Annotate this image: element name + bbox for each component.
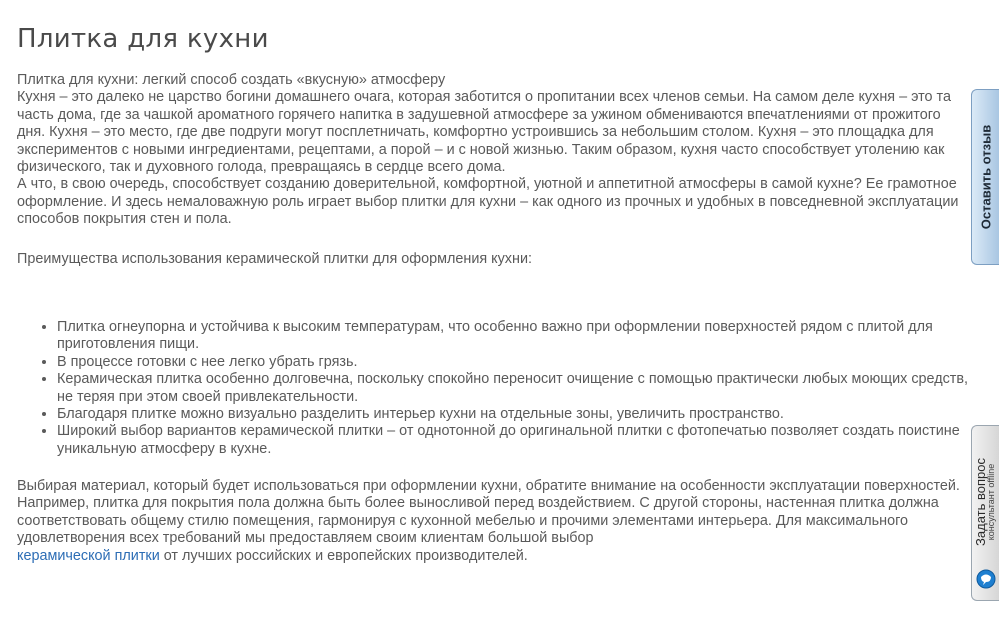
- list-item: • Благодаря плитке можно визуально разделить интерьер кухни на отдельные зоны, увеличить пространство.: [57, 406, 987, 423]
- ceramic-tile-link[interactable]: керамической плитки: [17, 547, 160, 564]
- leave-review-label: Оставить отзыв: [978, 124, 993, 230]
- advantages-heading-block: [17, 251, 969, 268]
- intro-subtitle: Плитка для кухни: легкий способ создать «вкусную» атмосферу: [17, 72, 446, 88]
- intro-paragraph: А что, в свою очередь, способствует созданию доверительной, комфортной, уютной и аппетитной атмосферы в самой кухне? Ее грамотное оформление. И здесь немаловажную роль играет выбор плитки для кухни – как одного из прочных и удобных в повседневной эксплуатации способов покрытия стен и пола.: [17, 176, 959, 228]
- leave-review-tab[interactable]: [971, 89, 999, 265]
- list-item: • Широкий выбор вариантов керамической плитки – от однотонной до оригинальной плитки с фотопечатью позволяет создать поистине уникальную атмосферу в кухне.: [57, 423, 987, 458]
- intro-paragraph: Кухня – это далеко не царство богини домашнего очага, которая заботится о пропитании всех членов семьи. На самом деле кухня – это та часть дома, где за чашкой ароматного горячего напитка в задушевной атмосфере за ужином обмениваются впечатлениями от прожитого дня. Кухня – это место, где две подруги могут посплетничать, комфортно устроившись за небольшим столом. Кухня – это площадка для экспериментов с новыми ингредиентами, рецептами, а порой – и с новой жизнью. Таким образом, кухня часто способствует утолению как физического, так и духовного голода, превращаясь в сердце всего дома.: [17, 89, 951, 176]
- closing-text-end: от лучших российских и европейских производителей.: [159, 547, 528, 564]
- chat-bubble-icon: [976, 569, 996, 594]
- consultant-status: консультант offline: [985, 463, 996, 541]
- advantages-list: [40, 319, 987, 458]
- intro-block: [17, 72, 969, 229]
- list-item: • В процессе готовки с нее легко убрать грязь.: [57, 354, 987, 371]
- closing-paragraph: [17, 478, 969, 565]
- ask-question-tab[interactable]: [971, 425, 999, 601]
- advantages-heading: Преимущества использования керамической плитки для оформления кухни:: [17, 251, 532, 267]
- list-item: • Плитка огнеупорна и устойчива к высоким температурам, что особенно важно при оформлении поверхностей рядом с плитой для приготовления пищи.: [57, 319, 987, 354]
- closing-text: Выбирая материал, который будет использоваться при оформлении кухни, обратите внимание на особенности эксплуатации поверхностей. Например, плитка для покрытия пола должна быть более выносливой перед воздействием. С другой стороны, настенная плитка должна соответствовать общему стилю помещения, гармонируя с кухонной мебелью и прочими элементами интерьера. Для максимального удовлетворения всех требований мы предоставляем своим клиентам большой выбор: [17, 478, 960, 547]
- list-item: • Керамическая плитка особенно долговечна, поскольку спокойно переносит очищение с помощью практически любых моющих средств, не теряя при этом своей привлекательности.: [57, 371, 987, 406]
- page-title: Плитка для кухни: [17, 24, 269, 54]
- ask-question-label-block: [972, 458, 997, 546]
- ask-question-label: Задать вопрос: [972, 458, 988, 546]
- closing-block: [17, 478, 969, 565]
